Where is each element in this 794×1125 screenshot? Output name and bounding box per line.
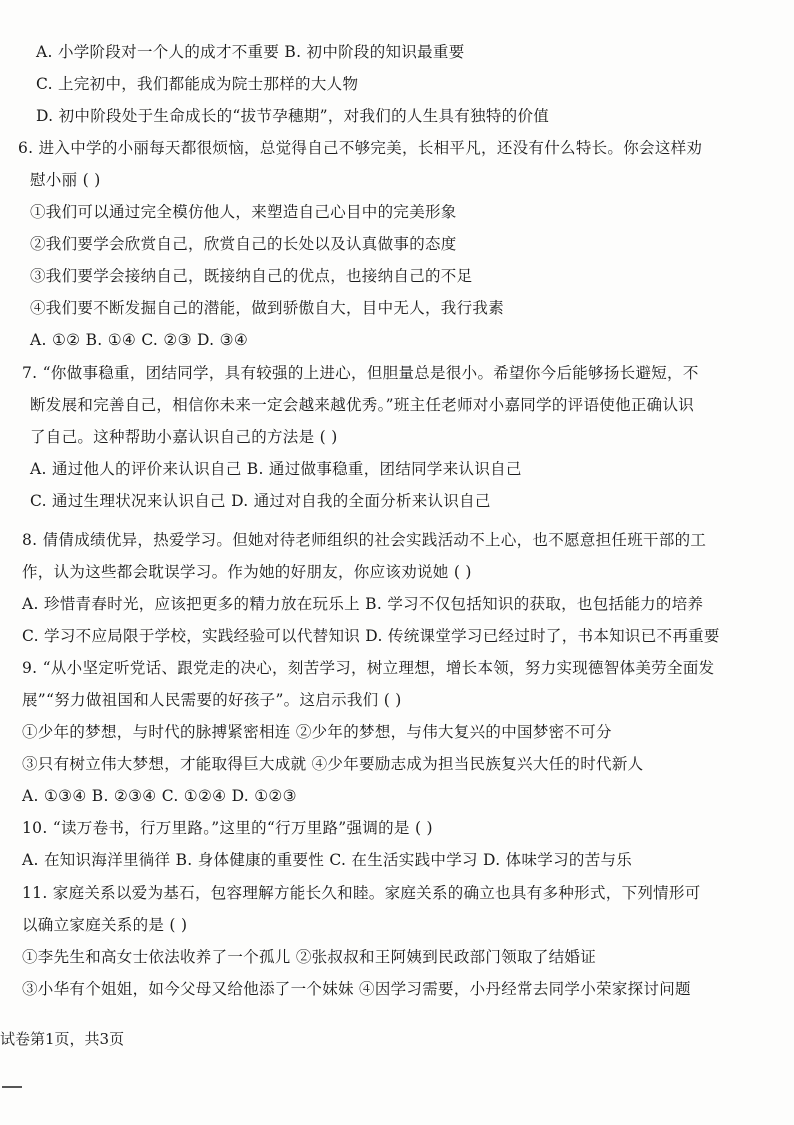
text-line: A. ①③④ B. ②③④ C. ①②④ D. ①②③ (22, 787, 297, 805)
text-line: A. ①② B. ①④ C. ②③ D. ③④ (30, 331, 249, 349)
text-line: 11. 家庭关系以爱为基石，包容理解方能长久和睦。家庭关系的确立也具有多种形式，下列情形可 (22, 884, 701, 902)
text-line: D. 初中阶段处于生命成长的“拔节孕穗期”，对我们的人生具有独特的价值 (36, 107, 550, 125)
text-line: 6. 进入中学的小丽每天都很烦恼，总觉得自己不够完美，长相平凡，还没有什么特长。你会这样劝 (18, 139, 703, 157)
text-line: A. 在知识海洋里徜徉 B. 身体健康的重要性 C. 在生活实践中学习 D. 体味学习的苦与乐 (22, 851, 633, 869)
text-line: ①少年的梦想，与时代的脉搏紧密相连 ②少年的梦想，与伟大复兴的中国梦密不可分 (22, 723, 612, 741)
text-line: 展”“努力做祖国和人民需要的好孩子”。这启示我们 ( ) (22, 691, 402, 709)
text-line: 9. “从小坚定听党话、跟党走的决心，刻苦学习，树立理想，增长本领，努力实现德智体美劳全面发 (22, 659, 715, 677)
text-line: ③小华有个姐姐，如今父母又给他添了一个妹妹 ④因学习需要，小丹经常去同学小荣家探讨问题 (22, 980, 691, 998)
text-line: ③我们要学会接纳自己，既接纳自己的优点，也接纳自己的不足 (30, 267, 473, 285)
text-line: 以确立家庭关系的是 ( ) (22, 916, 188, 934)
scan-mark (2, 1086, 22, 1088)
page-footer: 试卷第1页，共3页 (0, 1030, 125, 1048)
text-line: C. 学习不应局限于学校，实践经验可以代替知识 D. 传统课堂学习已经过时了，书本知识已不再重要 (22, 627, 720, 645)
text-line: 7. “你做事稳重，团结同学，具有较强的上进心，但胆量总是很小。希望你今后能够扬长避短，不 (22, 364, 699, 382)
text-line: ④我们要不断发掘自己的潜能，做到骄傲自大，目中无人，我行我素 (30, 299, 505, 317)
text-line: C. 上完初中，我们都能成为院士那样的大人物 (36, 75, 359, 93)
text-line: 10. “读万卷书，行万里路。”这里的“行万里路”强调的是 ( ) (22, 819, 433, 837)
text-line: A. 通过他人的评价来认识自己 B. 通过做事稳重，团结同学来认识自己 (30, 460, 522, 478)
text-line: C. 通过生理状况来认识自己 D. 通过对自我的全面分析来认识自己 (30, 492, 491, 510)
text-line: ③只有树立伟大梦想，才能取得巨大成就 ④少年要励志成为担当民族复兴大任的时代新人 (22, 755, 644, 773)
text-line: 断发展和完善自己，相信你未来一定会越来越优秀。”班主任老师对小嘉同学的评语使他正确认识 (30, 396, 695, 414)
text-line: 8. 倩倩成绩优异，热爱学习。但她对待老师组织的社会实践活动不上心，也不愿意担任班干部的工 (22, 531, 707, 549)
text-line: 慰小丽 ( ) (30, 171, 101, 189)
text-line: A. 珍惜青春时光，应该把更多的精力放在玩乐上 B. 学习不仅包括知识的获取，也包括能力的培养 (22, 595, 704, 613)
text-line: 作，认为这些都会耽误学习。作为她的好朋友，你应该劝说她 ( ) (22, 563, 472, 581)
text-line: 了自己。这种帮助小嘉认识自己的方法是 ( ) (30, 428, 338, 446)
text-line: ①李先生和高女士依法收养了一个孤儿 ②张叔叔和王阿姨到民政部门领取了结婚证 (22, 948, 597, 966)
text-line: A. 小学阶段对一个人的成才不重要 B. 初中阶段的知识最重要 (36, 43, 465, 61)
text-line: ②我们要学会欣赏自己，欣赏自己的长处以及认真做事的态度 (30, 235, 457, 253)
text-line: ①我们可以通过完全模仿他人，来塑造自己心目中的完美形象 (30, 203, 457, 221)
